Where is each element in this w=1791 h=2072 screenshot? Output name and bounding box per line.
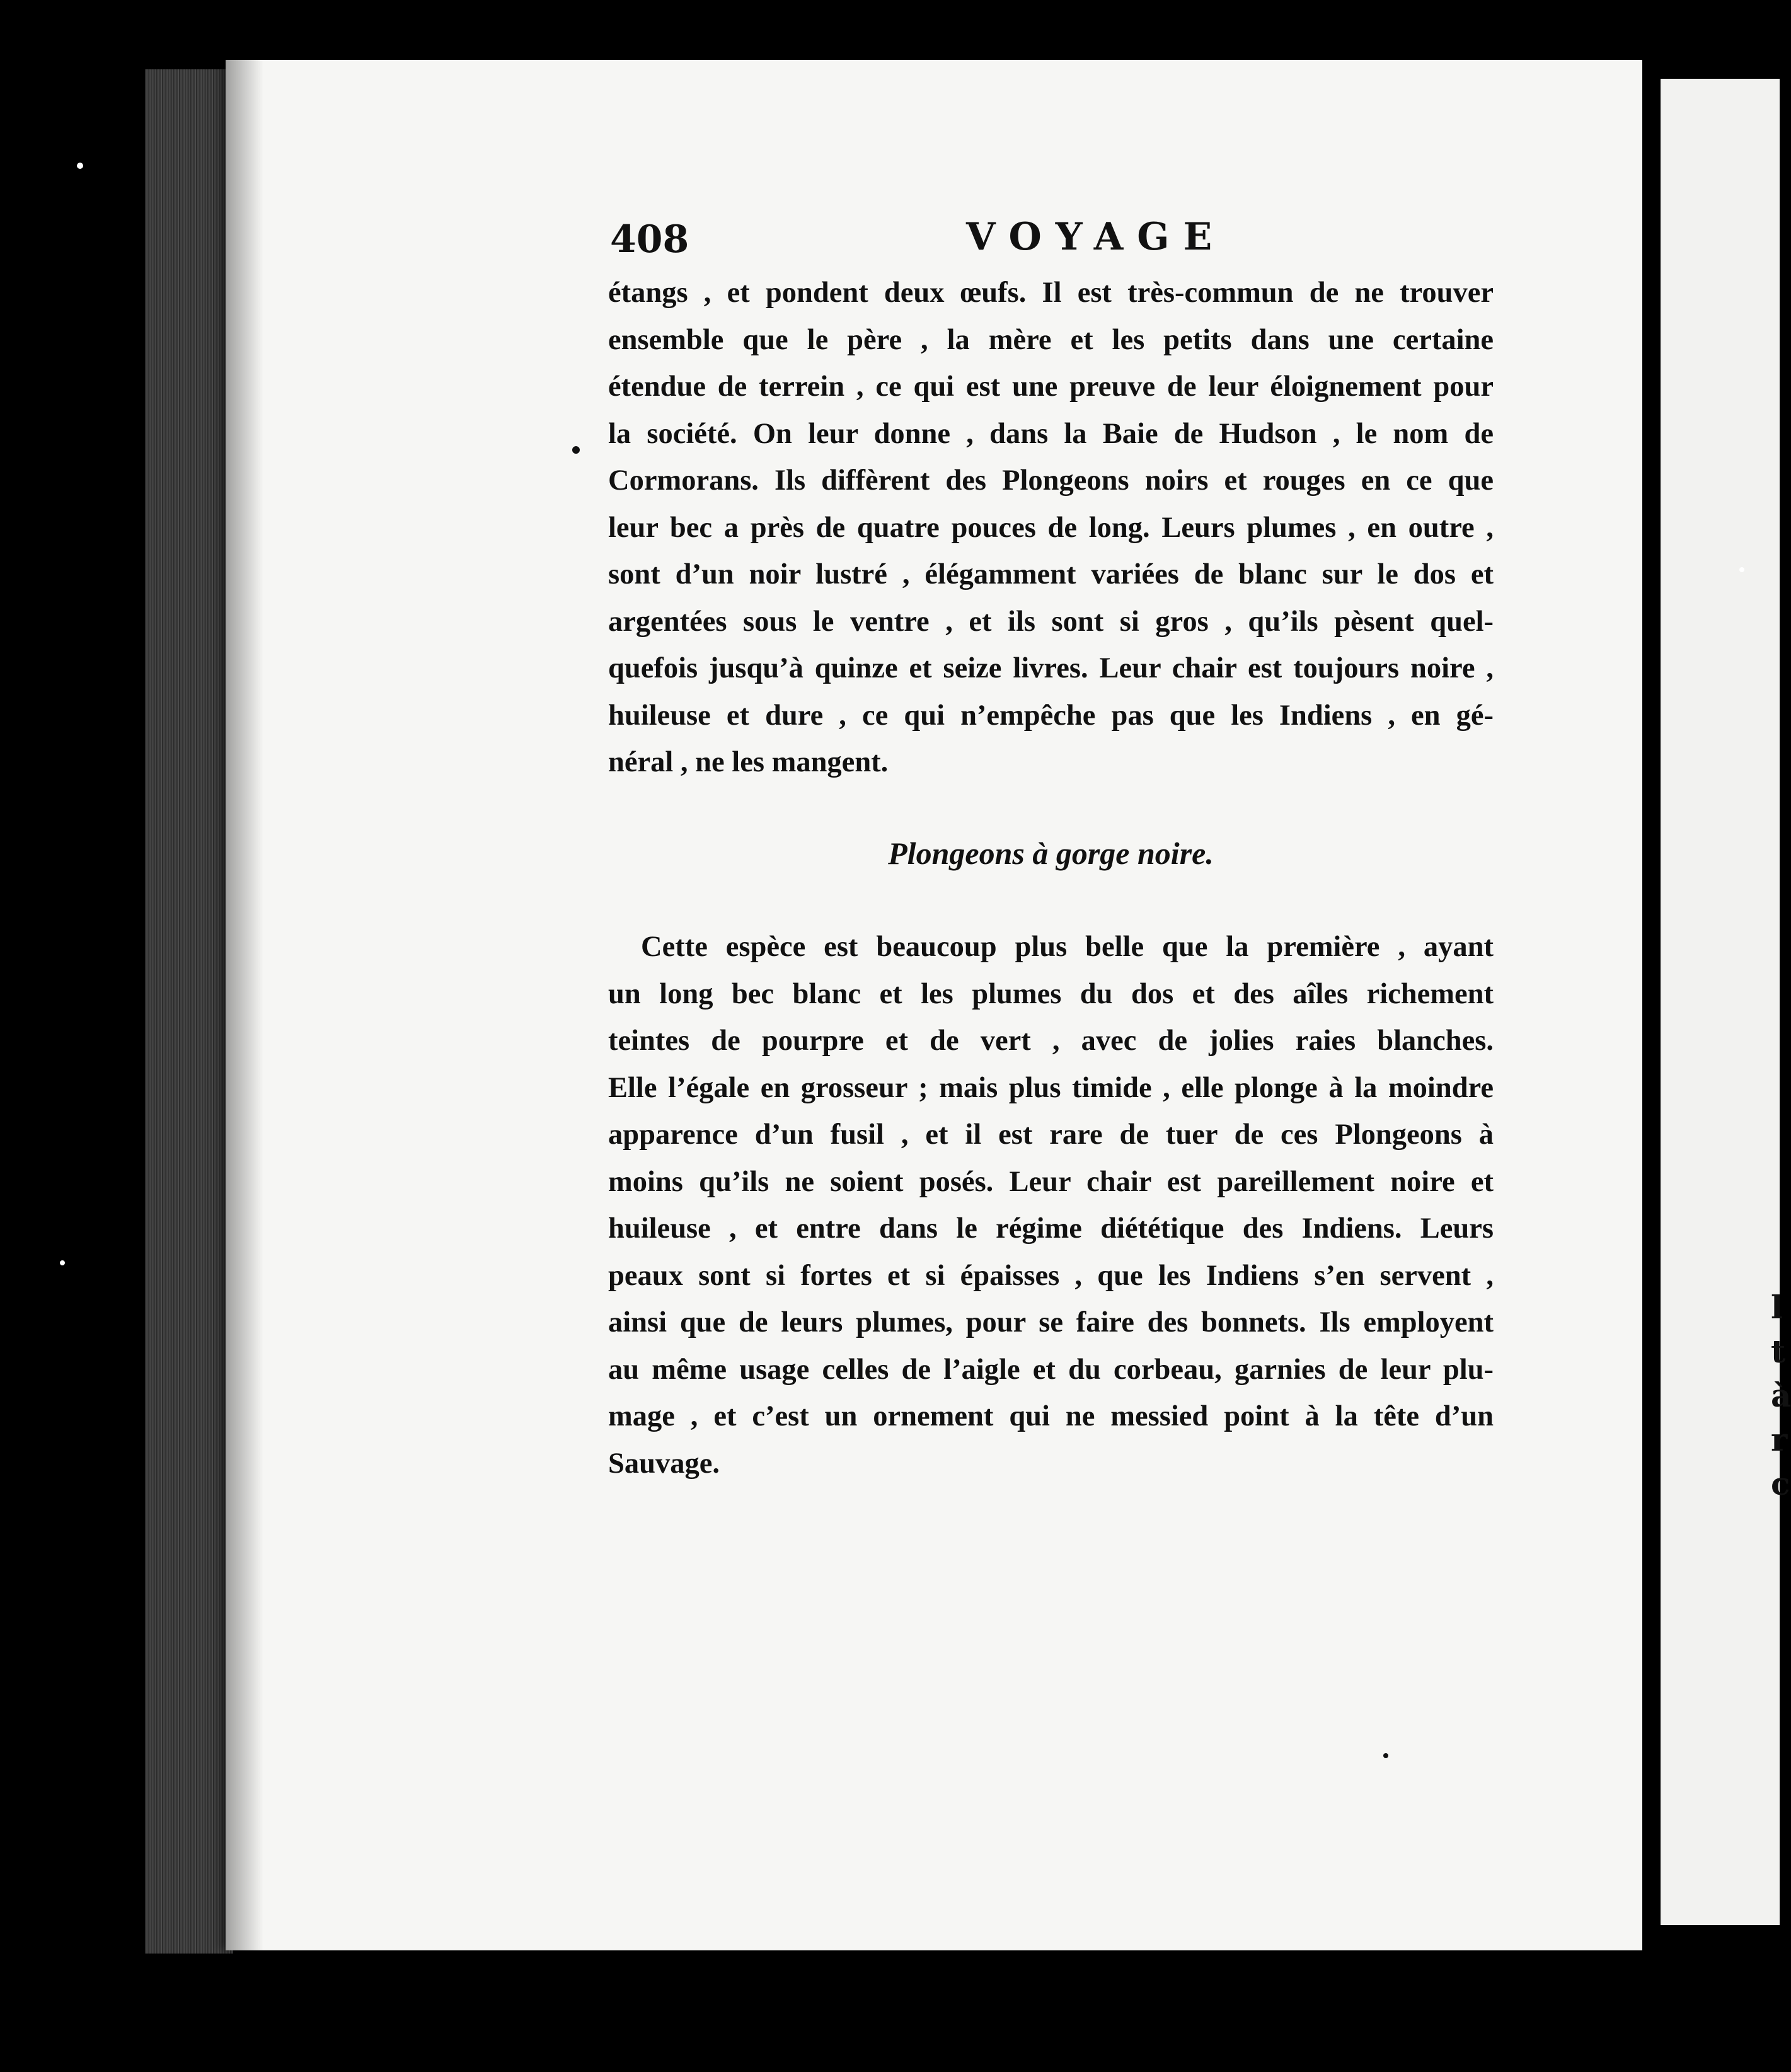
text-line: huileuse et dure , ce qui n’empêche pas que les Indiens , en gé- <box>608 699 1494 732</box>
text-line: teintes de pourpre et de vert , avec de jolies raies blanches. <box>608 1025 1494 1057</box>
text-line: leur bec a près de quatre pouces de long. Leurs plumes , en outre , <box>608 511 1494 544</box>
text-line: néral , ne les mangent. <box>608 746 889 778</box>
text-line: étangs , et pondent deux œufs. Il est très-commun de ne trouver <box>608 277 1494 309</box>
text-line: peaux sont si fortes et si épaisses , que les Indiens s’en servent , <box>608 1259 1494 1292</box>
running-head <box>610 217 1780 268</box>
text-line: Cette espèce est beaucoup plus belle que la première , ayant <box>641 931 1494 963</box>
text-line: apparence d’un fusil , et il est rare de tuer de ces Plongeons à <box>608 1119 1494 1151</box>
text-line: Sauvage. <box>608 1447 720 1480</box>
facing-page-letter: c <box>1771 1465 1790 1502</box>
text-line: argentées sous le ventre , et ils sont si gros , qu’ils pèsent quel- <box>608 605 1494 638</box>
section-heading: Plongeons à gorge noire. <box>888 836 1214 871</box>
text-line: au même usage celles de l’aigle et du corbeau, garnies de leur plu- <box>608 1353 1494 1386</box>
running-title: VOYAGE <box>966 215 1226 259</box>
text-line: mage , et c’est un ornement qui ne messied point à la tête d’un <box>608 1400 1494 1432</box>
text-line: ensemble que le père , la mère et les petits dans une certaine <box>608 323 1494 356</box>
text-line: huileuse , et entre dans le régime diététique des Indiens. Leurs <box>608 1212 1494 1245</box>
text-line: moins qu’ils ne soient posés. Leur chair est pareillement noire et <box>608 1165 1494 1198</box>
text-line: Elle l’égale en grosseur ; mais plus timide , elle plonge à la moindre <box>608 1071 1494 1104</box>
paragraph-2 <box>608 924 1494 1487</box>
gutter-shadow <box>226 60 263 1950</box>
text-line: la société. On leur donne , dans la Baie de Hudson , le nom de <box>608 417 1494 450</box>
facing-page-letter: à <box>1771 1377 1791 1414</box>
scan-speck <box>1739 567 1744 572</box>
facing-page-letter: t <box>1771 1333 1786 1370</box>
text-line: ainsi que de leurs plumes, pour se faire des bonnets. Ils employent <box>608 1306 1494 1338</box>
scan-speck <box>1383 1753 1388 1758</box>
facing-page-letter: l <box>1771 1289 1783 1326</box>
text-line: sont d’un noir lustré , élégamment variées de blanc sur le dos et <box>608 558 1494 590</box>
scan-speck <box>60 1260 65 1265</box>
facing-page-fragment <box>1661 79 1791 1925</box>
text-line: un long bec blanc et les plumes du dos et des aîles richement <box>608 977 1494 1010</box>
facing-page-letter: r <box>1771 1421 1788 1458</box>
scan-speck <box>77 163 83 169</box>
text-line: étendue de terrein , ce qui est une preuve de leur éloignement pour <box>608 371 1494 403</box>
book-page-edges <box>145 69 233 1954</box>
scan-speck <box>572 446 580 454</box>
page-number: 408 <box>610 217 689 262</box>
text-line: quefois jusqu’à quinze et seize livres. Leur chair est toujours noire , <box>608 652 1494 684</box>
text-line: Cormorans. Ils diffèrent des Plongeons noirs et rouges en ce que <box>608 464 1494 497</box>
paragraph-1 <box>608 270 1494 786</box>
